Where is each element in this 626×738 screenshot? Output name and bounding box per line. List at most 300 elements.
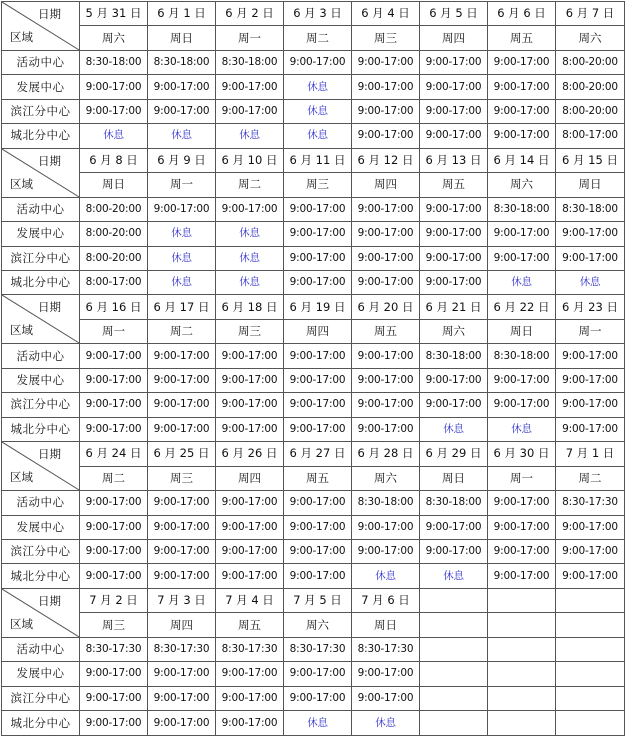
region-row — [2, 246, 625, 270]
weekday-cell: 周五 — [216, 613, 284, 637]
region-row — [2, 564, 625, 588]
date-cell: 6 月 18 日 — [216, 295, 284, 319]
region-label: 滨江分中心 — [2, 99, 80, 123]
hours-cell: 9:00-17:00 — [352, 99, 420, 123]
hours-cell: 9:00-17:00 — [216, 197, 284, 221]
region-row — [2, 539, 625, 563]
hours-cell: 9:00-17:00 — [148, 564, 216, 588]
rest-cell: 休息 — [216, 246, 284, 270]
weekday-cell: 周二 — [80, 466, 148, 490]
region-row — [2, 124, 625, 148]
region-row — [2, 50, 625, 74]
hours-cell — [488, 686, 556, 710]
weekday-cell: 周二 — [556, 466, 625, 490]
hours-cell: 9:00-17:00 — [216, 368, 284, 392]
weekday-cell — [488, 613, 556, 637]
date-cell: 6 月 8 日 — [80, 148, 148, 172]
hours-cell: 9:00-17:00 — [80, 515, 148, 539]
header-region-label: 区域 — [10, 323, 33, 338]
hours-cell: 9:00-17:00 — [148, 99, 216, 123]
region-row — [2, 393, 625, 417]
date-cell: 6 月 10 日 — [216, 148, 284, 172]
date-cell — [488, 588, 556, 612]
region-label: 发展中心 — [2, 662, 80, 686]
header-region-label: 区域 — [10, 616, 33, 631]
hours-cell — [556, 711, 625, 736]
date-cell: 6 月 28 日 — [352, 442, 420, 466]
hours-cell: 9:00-17:00 — [352, 50, 420, 74]
rest-cell: 休息 — [352, 711, 420, 736]
hours-cell: 8:30-18:00 — [216, 50, 284, 74]
weekday-row — [2, 613, 625, 637]
weekday-cell: 周三 — [80, 613, 148, 637]
hours-cell: 9:00-17:00 — [284, 246, 352, 270]
header-corner-cell — [2, 2, 80, 51]
weekday-cell: 周六 — [488, 173, 556, 197]
hours-cell: 9:00-17:00 — [80, 393, 148, 417]
hours-cell: 9:00-17:00 — [80, 686, 148, 710]
hours-cell: 9:00-17:00 — [148, 539, 216, 563]
hours-cell: 9:00-17:00 — [284, 368, 352, 392]
hours-cell: 9:00-17:00 — [488, 564, 556, 588]
rest-cell: 休息 — [488, 270, 556, 294]
hours-cell: 9:00-17:00 — [148, 197, 216, 221]
region-row — [2, 368, 625, 392]
hours-cell: 8:00-20:00 — [80, 197, 148, 221]
date-cell: 6 月 23 日 — [556, 295, 625, 319]
hours-cell: 9:00-17:00 — [352, 222, 420, 246]
date-cell: 6 月 29 日 — [420, 442, 488, 466]
rest-cell: 休息 — [148, 124, 216, 148]
hours-cell: 8:30-18:00 — [488, 344, 556, 368]
hours-cell: 9:00-17:00 — [352, 344, 420, 368]
rest-cell: 休息 — [352, 564, 420, 588]
region-label: 城北分中心 — [2, 124, 80, 148]
hours-cell: 9:00-17:00 — [420, 124, 488, 148]
hours-cell: 8:30-17:30 — [284, 637, 352, 661]
region-row — [2, 197, 625, 221]
date-cell: 6 月 26 日 — [216, 442, 284, 466]
weekday-row — [2, 319, 625, 343]
hours-cell: 9:00-17:00 — [216, 417, 284, 441]
region-label: 滨江分中心 — [2, 246, 80, 270]
hours-cell: 9:00-17:00 — [148, 75, 216, 99]
hours-cell — [420, 662, 488, 686]
hours-cell: 9:00-17:00 — [80, 662, 148, 686]
weekday-cell: 周六 — [80, 26, 148, 50]
date-cell: 6 月 19 日 — [284, 295, 352, 319]
rest-cell: 休息 — [216, 270, 284, 294]
date-cell: 6 月 24 日 — [80, 442, 148, 466]
rest-cell: 休息 — [420, 417, 488, 441]
date-cell: 6 月 6 日 — [488, 2, 556, 26]
weekday-cell: 周三 — [352, 26, 420, 50]
hours-cell: 9:00-17:00 — [352, 662, 420, 686]
date-cell: 6 月 16 日 — [80, 295, 148, 319]
hours-cell: 9:00-17:00 — [216, 711, 284, 736]
region-row — [2, 99, 625, 123]
hours-cell: 9:00-17:00 — [284, 270, 352, 294]
schedule-table — [1, 1, 625, 736]
date-cell: 6 月 7 日 — [556, 2, 625, 26]
hours-cell: 9:00-17:00 — [488, 50, 556, 74]
hours-cell: 8:30-18:00 — [420, 344, 488, 368]
hours-cell: 9:00-17:00 — [216, 539, 284, 563]
hours-cell: 8:30-18:00 — [556, 197, 625, 221]
hours-cell: 9:00-17:00 — [148, 711, 216, 736]
date-cell: 7 月 1 日 — [556, 442, 625, 466]
weekday-row — [2, 26, 625, 50]
weekday-cell: 周六 — [556, 26, 625, 50]
weekday-cell: 周日 — [556, 173, 625, 197]
hours-cell: 8:00-20:00 — [556, 75, 625, 99]
hours-cell: 9:00-17:00 — [352, 515, 420, 539]
weekday-cell: 周五 — [488, 26, 556, 50]
region-label: 活动中心 — [2, 491, 80, 515]
region-row — [2, 222, 625, 246]
hours-cell: 9:00-17:00 — [488, 491, 556, 515]
hours-cell: 9:00-17:00 — [488, 75, 556, 99]
rest-cell: 休息 — [556, 270, 625, 294]
weekday-cell: 周五 — [352, 319, 420, 343]
weekday-cell: 周一 — [148, 173, 216, 197]
hours-cell: 9:00-17:00 — [556, 393, 625, 417]
region-row — [2, 491, 625, 515]
hours-cell: 9:00-17:00 — [352, 393, 420, 417]
hours-cell: 9:00-17:00 — [216, 564, 284, 588]
hours-cell: 8:30-17:30 — [216, 637, 284, 661]
date-cell: 7 月 2 日 — [80, 588, 148, 612]
hours-cell: 9:00-17:00 — [488, 124, 556, 148]
weekday-cell: 周三 — [148, 466, 216, 490]
weekday-cell: 周六 — [352, 466, 420, 490]
hours-cell: 9:00-17:00 — [80, 368, 148, 392]
date-cell: 6 月 17 日 — [148, 295, 216, 319]
hours-cell: 9:00-17:00 — [284, 222, 352, 246]
hours-cell: 9:00-17:00 — [148, 662, 216, 686]
schedule-body — [2, 2, 625, 736]
weekday-cell: 周四 — [352, 173, 420, 197]
weekday-cell: 周四 — [420, 26, 488, 50]
date-cell: 6 月 2 日 — [216, 2, 284, 26]
region-label: 城北分中心 — [2, 564, 80, 588]
hours-cell: 9:00-17:00 — [420, 75, 488, 99]
hours-cell: 9:00-17:00 — [420, 222, 488, 246]
hours-cell: 9:00-17:00 — [148, 686, 216, 710]
weekday-cell: 周日 — [420, 466, 488, 490]
region-label: 发展中心 — [2, 222, 80, 246]
hours-cell: 9:00-17:00 — [216, 686, 284, 710]
weekday-cell: 周五 — [284, 466, 352, 490]
hours-cell: 9:00-17:00 — [148, 491, 216, 515]
region-row — [2, 344, 625, 368]
hours-cell: 9:00-17:00 — [352, 368, 420, 392]
region-label: 城北分中心 — [2, 270, 80, 294]
weekday-cell: 周一 — [80, 319, 148, 343]
hours-cell — [556, 637, 625, 661]
hours-cell: 9:00-17:00 — [352, 124, 420, 148]
hours-cell: 9:00-17:00 — [284, 686, 352, 710]
hours-cell: 9:00-17:00 — [80, 344, 148, 368]
hours-cell: 9:00-17:00 — [352, 270, 420, 294]
hours-cell: 9:00-17:00 — [420, 368, 488, 392]
weekday-cell: 周一 — [488, 466, 556, 490]
hours-cell: 9:00-17:00 — [556, 417, 625, 441]
weekday-cell: 周二 — [284, 26, 352, 50]
date-header-row — [2, 442, 625, 466]
date-cell: 7 月 6 日 — [352, 588, 420, 612]
region-row — [2, 515, 625, 539]
region-label: 城北分中心 — [2, 417, 80, 441]
hours-cell: 9:00-17:00 — [284, 539, 352, 563]
weekday-cell: 周二 — [148, 319, 216, 343]
rest-cell: 休息 — [488, 417, 556, 441]
hours-cell: 9:00-17:00 — [284, 197, 352, 221]
hours-cell: 8:30-17:30 — [556, 491, 625, 515]
weekday-cell: 周日 — [488, 319, 556, 343]
region-label: 发展中心 — [2, 515, 80, 539]
header-region-label: 区域 — [10, 470, 33, 485]
hours-cell: 9:00-17:00 — [148, 393, 216, 417]
rest-cell: 休息 — [284, 711, 352, 736]
region-label: 滨江分中心 — [2, 393, 80, 417]
hours-cell — [556, 686, 625, 710]
hours-cell: 9:00-17:00 — [284, 393, 352, 417]
hours-cell: 8:00-20:00 — [80, 246, 148, 270]
hours-cell: 9:00-17:00 — [284, 50, 352, 74]
region-label: 活动中心 — [2, 197, 80, 221]
hours-cell: 8:30-18:00 — [420, 491, 488, 515]
hours-cell: 9:00-17:00 — [352, 539, 420, 563]
region-label: 活动中心 — [2, 344, 80, 368]
date-cell — [420, 588, 488, 612]
hours-cell — [488, 711, 556, 736]
hours-cell: 9:00-17:00 — [216, 393, 284, 417]
hours-cell: 9:00-17:00 — [284, 564, 352, 588]
date-cell: 6 月 20 日 — [352, 295, 420, 319]
hours-cell — [488, 662, 556, 686]
hours-cell: 9:00-17:00 — [420, 50, 488, 74]
hours-cell: 8:00-17:00 — [556, 124, 625, 148]
weekday-cell: 周日 — [352, 613, 420, 637]
region-label: 城北分中心 — [2, 711, 80, 736]
header-date-label: 日期 — [38, 153, 61, 168]
weekday-cell: 周一 — [556, 319, 625, 343]
weekday-cell: 周四 — [284, 319, 352, 343]
date-cell: 6 月 9 日 — [148, 148, 216, 172]
hours-cell: 9:00-17:00 — [80, 491, 148, 515]
rest-cell: 休息 — [284, 99, 352, 123]
date-cell: 6 月 22 日 — [488, 295, 556, 319]
header-date-label: 日期 — [38, 593, 61, 608]
rest-cell: 休息 — [420, 564, 488, 588]
hours-cell — [488, 637, 556, 661]
hours-cell: 9:00-17:00 — [352, 197, 420, 221]
hours-cell: 9:00-17:00 — [556, 539, 625, 563]
region-label: 发展中心 — [2, 368, 80, 392]
hours-cell: 9:00-17:00 — [420, 515, 488, 539]
date-cell: 6 月 14 日 — [488, 148, 556, 172]
region-label: 滨江分中心 — [2, 686, 80, 710]
weekday-cell: 周日 — [80, 173, 148, 197]
hours-cell: 8:00-17:00 — [80, 270, 148, 294]
hours-cell: 9:00-17:00 — [216, 75, 284, 99]
weekday-cell: 周日 — [148, 26, 216, 50]
rest-cell: 休息 — [284, 75, 352, 99]
date-cell: 6 月 30 日 — [488, 442, 556, 466]
hours-cell: 9:00-17:00 — [488, 539, 556, 563]
date-cell: 6 月 13 日 — [420, 148, 488, 172]
hours-cell: 8:30-18:00 — [80, 50, 148, 74]
rest-cell: 休息 — [148, 246, 216, 270]
weekday-row — [2, 173, 625, 197]
hours-cell: 9:00-17:00 — [352, 417, 420, 441]
hours-cell: 9:00-17:00 — [420, 197, 488, 221]
hours-cell: 9:00-17:00 — [148, 368, 216, 392]
hours-cell: 9:00-17:00 — [488, 393, 556, 417]
region-label: 发展中心 — [2, 75, 80, 99]
hours-cell: 9:00-17:00 — [556, 368, 625, 392]
hours-cell: 9:00-17:00 — [80, 99, 148, 123]
weekday-cell: 周六 — [420, 319, 488, 343]
header-corner-cell — [2, 148, 80, 197]
rest-cell: 休息 — [148, 270, 216, 294]
hours-cell: 9:00-17:00 — [216, 99, 284, 123]
hours-cell — [420, 637, 488, 661]
hours-cell: 9:00-17:00 — [488, 99, 556, 123]
weekday-cell — [556, 613, 625, 637]
hours-cell: 8:30-17:30 — [80, 637, 148, 661]
date-cell: 6 月 3 日 — [284, 2, 352, 26]
hours-cell: 9:00-17:00 — [80, 417, 148, 441]
weekday-cell: 周五 — [420, 173, 488, 197]
region-row — [2, 270, 625, 294]
header-date-label: 日期 — [38, 447, 61, 462]
date-cell: 6 月 12 日 — [352, 148, 420, 172]
rest-cell: 休息 — [80, 124, 148, 148]
weekday-cell — [420, 613, 488, 637]
hours-cell: 9:00-17:00 — [284, 491, 352, 515]
weekday-cell: 周四 — [216, 466, 284, 490]
hours-cell: 9:00-17:00 — [148, 515, 216, 539]
header-corner-cell — [2, 588, 80, 637]
date-cell: 6 月 15 日 — [556, 148, 625, 172]
hours-cell: 9:00-17:00 — [352, 75, 420, 99]
weekday-cell: 周六 — [284, 613, 352, 637]
hours-cell: 9:00-17:00 — [80, 75, 148, 99]
date-header-row — [2, 2, 625, 26]
hours-cell: 8:00-20:00 — [556, 99, 625, 123]
date-header-row — [2, 148, 625, 172]
hours-cell: 9:00-17:00 — [216, 491, 284, 515]
hours-cell: 9:00-17:00 — [420, 270, 488, 294]
date-cell: 7 月 5 日 — [284, 588, 352, 612]
hours-cell: 9:00-17:00 — [216, 515, 284, 539]
date-cell: 6 月 21 日 — [420, 295, 488, 319]
hours-cell: 9:00-17:00 — [556, 344, 625, 368]
weekday-cell: 周三 — [216, 319, 284, 343]
hours-cell — [420, 686, 488, 710]
hours-cell: 8:00-20:00 — [556, 50, 625, 74]
date-cell: 6 月 25 日 — [148, 442, 216, 466]
hours-cell: 9:00-17:00 — [420, 539, 488, 563]
region-row — [2, 75, 625, 99]
rest-cell: 休息 — [284, 124, 352, 148]
hours-cell: 9:00-17:00 — [80, 539, 148, 563]
hours-cell: 9:00-17:00 — [556, 222, 625, 246]
weekday-row — [2, 466, 625, 490]
hours-cell: 9:00-17:00 — [352, 246, 420, 270]
hours-cell — [556, 662, 625, 686]
hours-cell: 8:30-17:30 — [352, 637, 420, 661]
date-cell — [556, 588, 625, 612]
hours-cell: 9:00-17:00 — [352, 686, 420, 710]
date-header-row — [2, 588, 625, 612]
hours-cell: 8:00-20:00 — [80, 222, 148, 246]
weekday-cell: 周一 — [216, 26, 284, 50]
region-label: 滨江分中心 — [2, 539, 80, 563]
region-label: 活动中心 — [2, 637, 80, 661]
header-corner-cell — [2, 442, 80, 491]
rest-cell: 休息 — [216, 222, 284, 246]
hours-cell: 8:30-18:00 — [148, 50, 216, 74]
weekday-cell: 周二 — [216, 173, 284, 197]
hours-cell: 9:00-17:00 — [420, 393, 488, 417]
hours-cell: 9:00-17:00 — [148, 417, 216, 441]
hours-cell: 9:00-17:00 — [420, 246, 488, 270]
hours-cell: 9:00-17:00 — [488, 368, 556, 392]
hours-cell: 9:00-17:00 — [284, 344, 352, 368]
weekday-cell: 周三 — [284, 173, 352, 197]
hours-cell: 9:00-17:00 — [556, 246, 625, 270]
rest-cell: 休息 — [148, 222, 216, 246]
hours-cell: 9:00-17:00 — [488, 222, 556, 246]
header-date-label: 日期 — [38, 300, 61, 315]
date-cell: 7 月 4 日 — [216, 588, 284, 612]
date-cell: 6 月 4 日 — [352, 2, 420, 26]
hours-cell: 9:00-17:00 — [216, 662, 284, 686]
region-row — [2, 686, 625, 710]
header-region-label: 区域 — [10, 29, 33, 44]
date-cell: 6 月 11 日 — [284, 148, 352, 172]
date-header-row — [2, 295, 625, 319]
date-cell: 7 月 3 日 — [148, 588, 216, 612]
date-cell: 6 月 27 日 — [284, 442, 352, 466]
hours-cell: 9:00-17:00 — [216, 344, 284, 368]
region-row — [2, 662, 625, 686]
header-corner-cell — [2, 295, 80, 344]
region-row — [2, 637, 625, 661]
region-row — [2, 417, 625, 441]
hours-cell: 8:30-17:30 — [148, 637, 216, 661]
hours-cell: 9:00-17:00 — [284, 417, 352, 441]
header-date-label: 日期 — [38, 7, 61, 21]
header-region-label: 区域 — [10, 176, 33, 191]
hours-cell: 9:00-17:00 — [488, 246, 556, 270]
hours-cell: 9:00-17:00 — [488, 515, 556, 539]
date-cell: 6 月 5 日 — [420, 2, 488, 26]
hours-cell: 8:30-18:00 — [488, 197, 556, 221]
hours-cell — [420, 711, 488, 736]
region-row — [2, 711, 625, 736]
hours-cell: 9:00-17:00 — [284, 662, 352, 686]
rest-cell: 休息 — [216, 124, 284, 148]
hours-cell: 9:00-17:00 — [284, 515, 352, 539]
hours-cell: 9:00-17:00 — [556, 564, 625, 588]
hours-cell: 9:00-17:00 — [556, 515, 625, 539]
hours-cell: 9:00-17:00 — [80, 564, 148, 588]
hours-cell: 9:00-17:00 — [148, 344, 216, 368]
